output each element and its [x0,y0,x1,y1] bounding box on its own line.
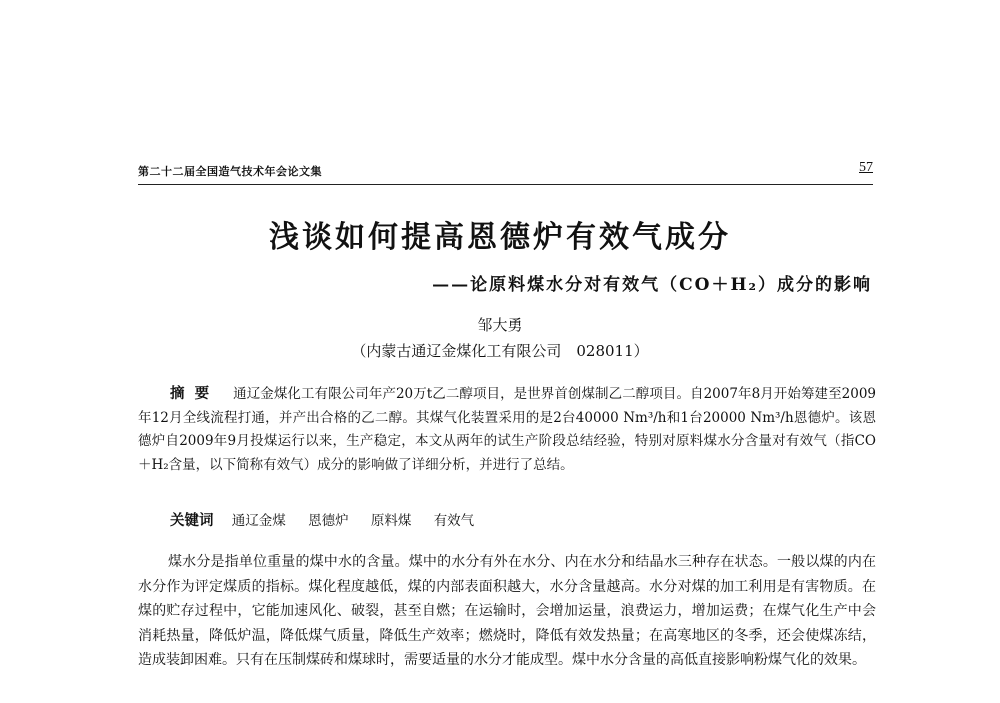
keyword-item: 通辽金煤 [231,513,286,529]
page-number: 57 [859,160,873,175]
body-paragraph: 煤水分是指单位重量的煤中水的含量。煤中的水分有外在水分、内在水分和结晶水三种存在状态。一般以煤的内在水分作为评定煤质的指标。煤化程度越低，煤的内部表面积越大，水分含量越高。水分对煤的加工利用是有害物质。在煤的贮存过程中，它能加速风化、破裂，甚至自燃；在运输时，会增加运量，浪费运力，增加运费；在煤气化生产中会消耗热量，降低炉温，降低煤气质量，降低生产效率；燃烧时，降低有效发热量；在高寒地区的冬季，还会使煤冻结，造成装卸困难。只有在压制煤砖和煤球时，需要适量的水分才能成型。煤中水分含量的高低直接影响粉煤气化的效果。 [138,554,876,668]
keywords [170,509,492,530]
keyword-item: 有效气 [433,513,475,529]
paper-title: 浅谈如何提高恩德炉有效气成分 [269,220,731,255]
keyword-item: 原料煤 [370,513,412,529]
abstract-label: 摘要 [170,385,220,402]
keyword-item: 恩德炉 [308,513,349,529]
abstract [138,382,876,477]
keywords-label: 关键词 [170,512,214,529]
author-name: 邹大勇 [477,316,523,334]
abstract-text: 通辽金煤化工有限公司年产20万t乙二醇项目，是世界首创煤制乙二醇项目。自2007年8月开始筹建至2009年12月全线流程打通，并产出合格的乙二醇。其煤气化装置采用的是2台40000 Nm³/h和1台20000 Nm³/h恩德炉。该恩德炉自2009年9月投煤运行以来，生产稳定，本文从两年的试生产阶段总结经验，特别对原料煤水分含量对有效气（指CO＋H₂含量，以下简称有效气）成分的影响做了详细分析，并进行了总结。 [138,386,877,473]
journal-title: 第二十二届全国造气技术年会论文集 [138,165,322,178]
author-affiliation: （内蒙古通辽金煤化工有限公司 028011） [351,342,649,360]
running-header [138,160,873,185]
paper-subtitle: ——论原料煤水分对有效气（CO＋H₂）成分的影响 [432,275,872,295]
